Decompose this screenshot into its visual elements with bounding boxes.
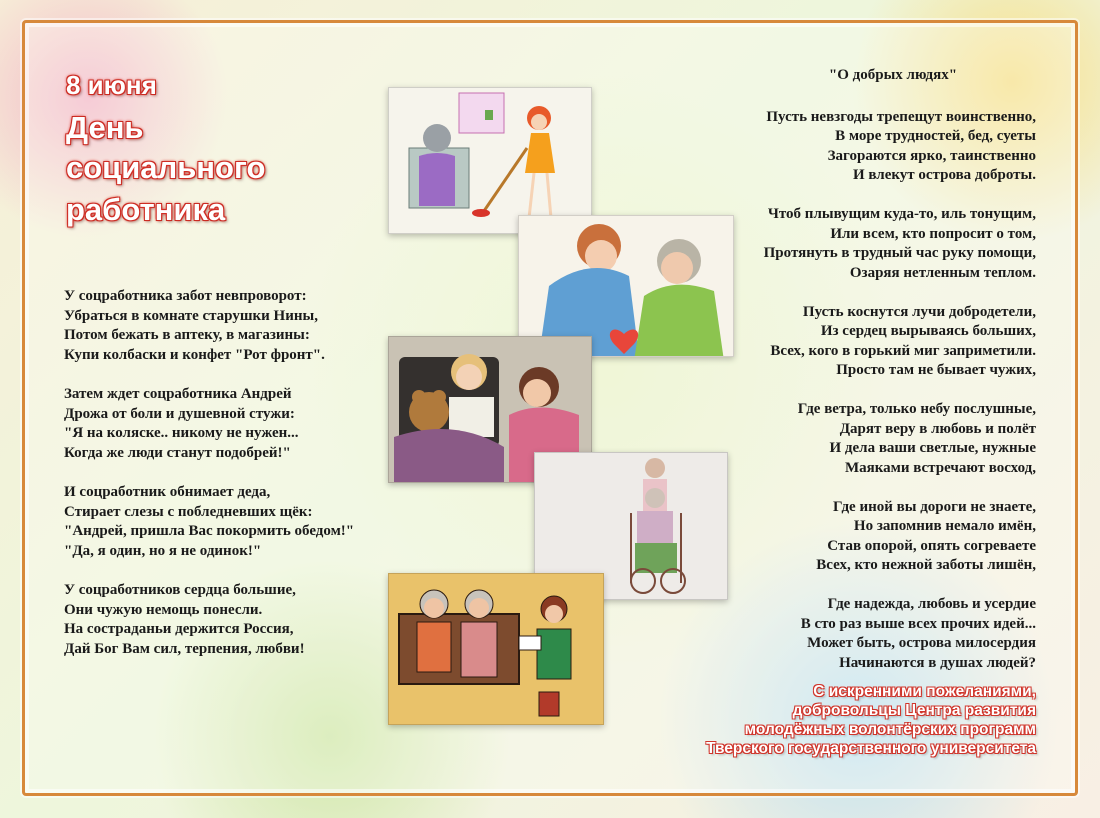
poem-line: Протянуть в трудный час руку помощи, xyxy=(763,245,1036,261)
right-stanza-5 xyxy=(690,498,1036,576)
poem-line: Загораются ярко, таинственно xyxy=(827,147,1036,164)
poem-line: Маяками встречают восход, xyxy=(844,459,1036,476)
left-stanza-1 xyxy=(64,287,384,365)
signature-line: молодёжных волонтёрских программ xyxy=(744,721,1036,738)
poem-line: Где ветра, только небу послушные, xyxy=(797,401,1036,417)
poem-line: Убраться в комнате старушки Нины, xyxy=(64,307,318,324)
date-title: 8 июня xyxy=(66,70,157,100)
poem-line: Дай Бог Вам сил, терпения, любви! xyxy=(64,640,305,657)
drawing-couple-visit xyxy=(388,573,604,725)
title-line-1: День xyxy=(66,110,144,145)
poem-line: У соцработника забот невпроворот: xyxy=(64,288,307,304)
poem-line: Затем ждет соцработника Андрей xyxy=(64,386,292,402)
title-line-3: работника xyxy=(66,192,226,227)
poem-line: Где надежда, любовь и усердие xyxy=(827,596,1036,612)
poem-line: Пусть невзгоды трепещут воинственно, xyxy=(766,108,1036,125)
poem-line: И влекут острова доброты. xyxy=(852,167,1036,183)
signature xyxy=(706,682,1036,758)
signature-line: добровольцы Центра развития xyxy=(792,702,1036,719)
right-stanza-2 xyxy=(690,205,1036,283)
poem-line: Может быть, острова милосердия xyxy=(807,635,1036,651)
poem-line: Дарят веру в любовь и полёт xyxy=(839,420,1036,437)
poem-line: Из сердец вырываясь больших, xyxy=(820,323,1036,339)
poem-line: Когда же люди станут подобрей!" xyxy=(64,444,291,461)
right-stanza-3 xyxy=(690,303,1036,381)
right-stanza-6 xyxy=(690,595,1036,673)
poem-line: Озаряя нетленным теплом. xyxy=(849,264,1036,281)
poem-line: Потом бежать в аптеку, в магазины: xyxy=(64,327,310,343)
poem-line: Всех, кого в горький миг заприметили. xyxy=(770,342,1036,359)
poem-line: Начинаются в душах людей? xyxy=(839,654,1036,671)
poem-line: Или всем, кто попросит о том, xyxy=(830,225,1036,242)
poem-line: И дела ваши светлые, нужные xyxy=(829,440,1036,456)
left-stanza-4 xyxy=(64,581,384,659)
poem-line: Всех, кто нежной заботы лишён, xyxy=(816,557,1036,573)
left-stanza-2 xyxy=(64,385,384,463)
poem-line: В море трудностей, бед, суеты xyxy=(835,128,1036,144)
signature-line: Тверского государственного университета xyxy=(706,740,1036,757)
drawing-cleaning xyxy=(388,87,592,234)
poem-line: Пусть коснутся лучи добродетели, xyxy=(802,303,1036,320)
poem-line: Чтоб плывущим куда-то, иль тонущим, xyxy=(767,206,1036,222)
poem-line: Купи колбаски и конфет "Рот фронт". xyxy=(64,346,325,363)
poem-line: Дрожа от боли и душевной стужи: xyxy=(64,405,295,422)
right-stanza-4 xyxy=(690,400,1036,478)
poem-line: "Я на коляске.. никому не нужен... xyxy=(64,425,299,441)
poem-line: Стирает слезы с побледневших щёк: xyxy=(64,503,313,520)
poem-line: Где иной вы дороги не знаете, xyxy=(833,498,1036,515)
poem-line: Просто там не бывает чужих, xyxy=(836,362,1036,378)
left-poem xyxy=(64,287,384,679)
poem-line: В сто раз выше всех прочих идей... xyxy=(800,615,1036,632)
right-poem-title: "О добрых людях" xyxy=(828,67,958,83)
title-line-2: социального xyxy=(66,150,266,185)
poem-line: Но запомнив немало имён, xyxy=(853,518,1036,534)
right-stanza-1 xyxy=(690,108,1036,186)
poem-line: И соцработник обнимает деда, xyxy=(64,484,271,500)
poem-line: "Андрей, пришла Вас покормить обедом!" xyxy=(64,523,355,539)
signature-line: С искренними пожеланиями, xyxy=(813,683,1036,700)
poem-line: На состраданьи держится Россия, xyxy=(64,621,294,637)
left-stanza-3 xyxy=(64,483,384,561)
poem-line: У соцработников сердца большие, xyxy=(64,582,296,598)
poem-line: "Да, я один, но я не одинок!" xyxy=(64,542,262,559)
poem-line: Став опорой, опять согреваете xyxy=(827,537,1036,554)
poem-line: Они чужую немощь понесли. xyxy=(64,601,263,618)
right-poem xyxy=(690,66,1036,693)
